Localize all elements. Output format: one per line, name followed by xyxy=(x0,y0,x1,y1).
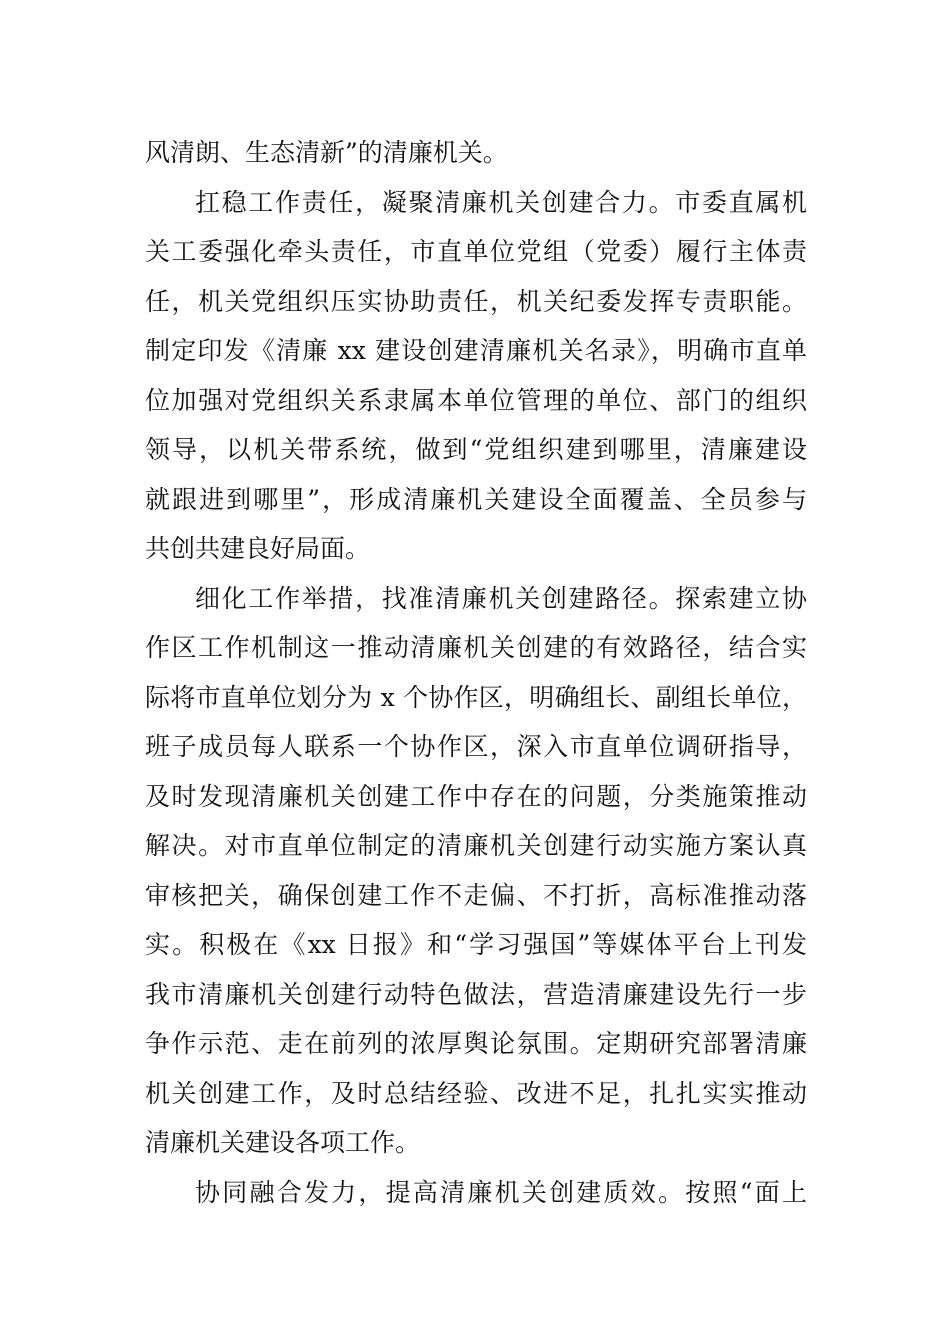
text-line: 制定印发《清廉 xx 建设创建清廉机关名录》，明确市直单 xyxy=(145,336,807,365)
text-line: 实。积极在《xx 日报》和“学习强国”等媒体平台上刊发 xyxy=(145,930,807,959)
text-line: 清廉机关建设各项工作。 xyxy=(145,1128,421,1157)
text-line: 领导，以机关带系统，做到“党组织建到哪里，清廉建设 xyxy=(145,435,807,464)
text-line: 共创共建良好局面。 xyxy=(145,534,371,563)
body-text xyxy=(145,128,807,1217)
paragraph-first-line: 细化工作举措，找准清廉机关创建路径。探索建立协 xyxy=(195,583,807,613)
paragraph-first-line: 扛稳工作责任，凝聚清廉机关创建合力。市委直属机 xyxy=(195,187,807,217)
text-line: 际将市直单位划分为 x 个协作区，明确组长、副组长单位， xyxy=(145,682,807,712)
text-line: 班子成员每人联系一个协作区，深入市直单位调研指导， xyxy=(145,732,807,761)
text-line: 我市清廉机关创建行动特色做法，营造清廉建设先行一步 xyxy=(145,979,807,1009)
text-line: 审核把关，确保创建工作不走偏、不打折，高标准推动落 xyxy=(145,880,807,910)
text-line: 就跟进到哪里”，形成清廉机关建设全面覆盖、全员参与 xyxy=(145,484,807,514)
text-line: 位加强对党组织关系隶属本单位管理的单位、部门的组织 xyxy=(145,385,807,415)
text-line: 解决。对市直单位制定的清廉机关创建行动实施方案认真 xyxy=(145,831,807,860)
paragraph-first-line: 协同融合发力，提高清廉机关创建质效。按照“面上 xyxy=(195,1177,807,1207)
text-line: 风清朗、生态清新”的清廉机关。 xyxy=(145,138,508,167)
text-line: 关工委强化牵头责任，市直单位党组（党委）履行主体责 xyxy=(145,237,807,266)
text-line: 争作示范、走在前列的浓厚舆论氛围。定期研究部署清廉 xyxy=(145,1029,807,1058)
text-line: 作区工作机制这一推动清廉机关创建的有效路径，结合实 xyxy=(145,633,807,662)
text-line: 及时发现清廉机关创建工作中存在的问题，分类施策推动 xyxy=(145,781,807,811)
text-line: 机关创建工作，及时总结经验、改进不足，扎扎实实推动 xyxy=(145,1078,807,1108)
text-line: 任，机关党组织压实协助责任，机关纪委发挥专责职能。 xyxy=(145,286,807,316)
